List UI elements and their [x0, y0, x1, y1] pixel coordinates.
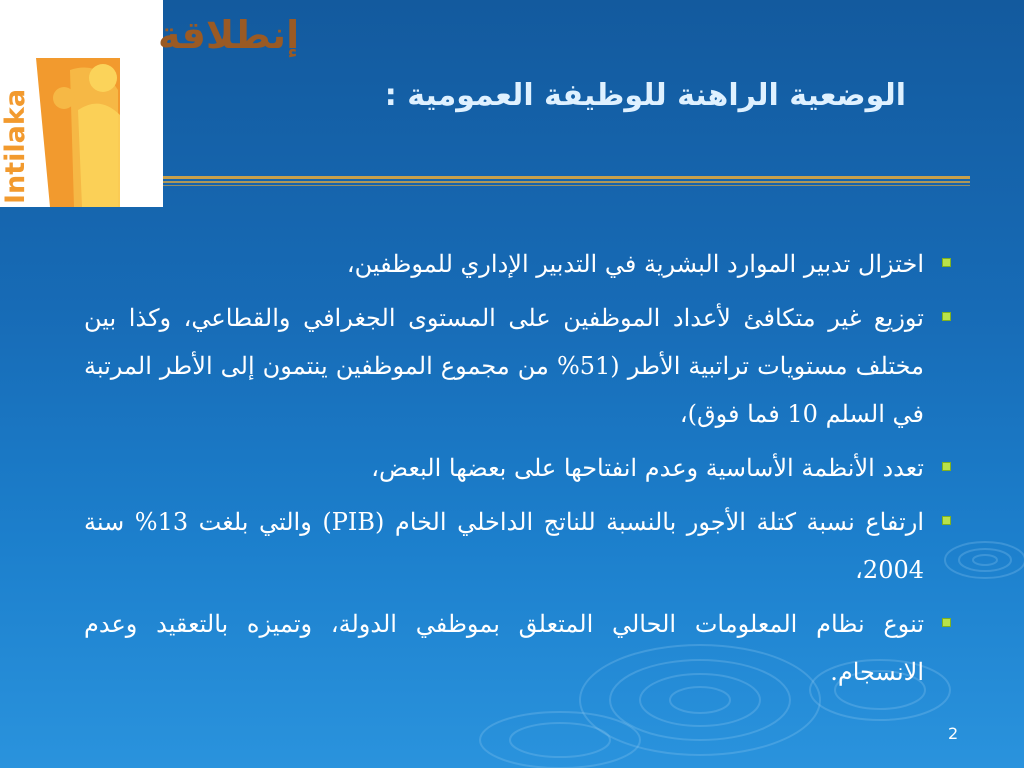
list-item-text: توزيع غير متكافئ لأعداد الموظفين على المستوى الجغرافي والقطاعي، وكذا بين مختلف مستويات تراتبية الأطر (51% من مجموع الموظفين ينتمون إلى الأطر المرتبة في السلم 10 فما فوق)،	[84, 304, 924, 428]
square-bullet-icon	[942, 462, 951, 471]
title-divider	[163, 176, 970, 188]
square-bullet-icon	[942, 516, 951, 525]
list-item-text: تنوع نظام المعلومات الحالي المتعلق بموظفي الدولة، وتميزه بالتعقيد وعدم الانسجام.	[84, 610, 924, 686]
list-item	[84, 444, 924, 492]
square-bullet-icon	[942, 312, 951, 321]
list-item	[84, 600, 924, 696]
page-number: 2	[948, 724, 959, 743]
logo-latin-text: Intilaka	[0, 88, 31, 204]
logo-arabic-text: إنطلاقة	[158, 13, 300, 57]
logo-graphic	[0, 0, 300, 207]
list-item-text: اختزال تدبير الموارد البشرية في التدبير الإداري للموظفين،	[346, 250, 924, 278]
square-bullet-icon	[942, 618, 951, 627]
list-item	[84, 294, 924, 438]
list-item-text: ارتفاع نسبة كتلة الأجور بالنسبة للناتج الداخلي الخام (PIB) والتي بلغت 13% سنة 2004،	[84, 508, 924, 584]
list-item	[84, 498, 924, 594]
intilaka-logo	[0, 0, 300, 207]
bullet-list	[84, 240, 924, 702]
slide-title: الوضعية الراهنة للوظيفة العمومية :	[384, 78, 906, 113]
square-bullet-icon	[942, 258, 951, 267]
list-item	[84, 240, 924, 288]
list-item-text: تعدد الأنظمة الأساسية وعدم انفتاحها على بعضها البعض،	[371, 454, 924, 482]
